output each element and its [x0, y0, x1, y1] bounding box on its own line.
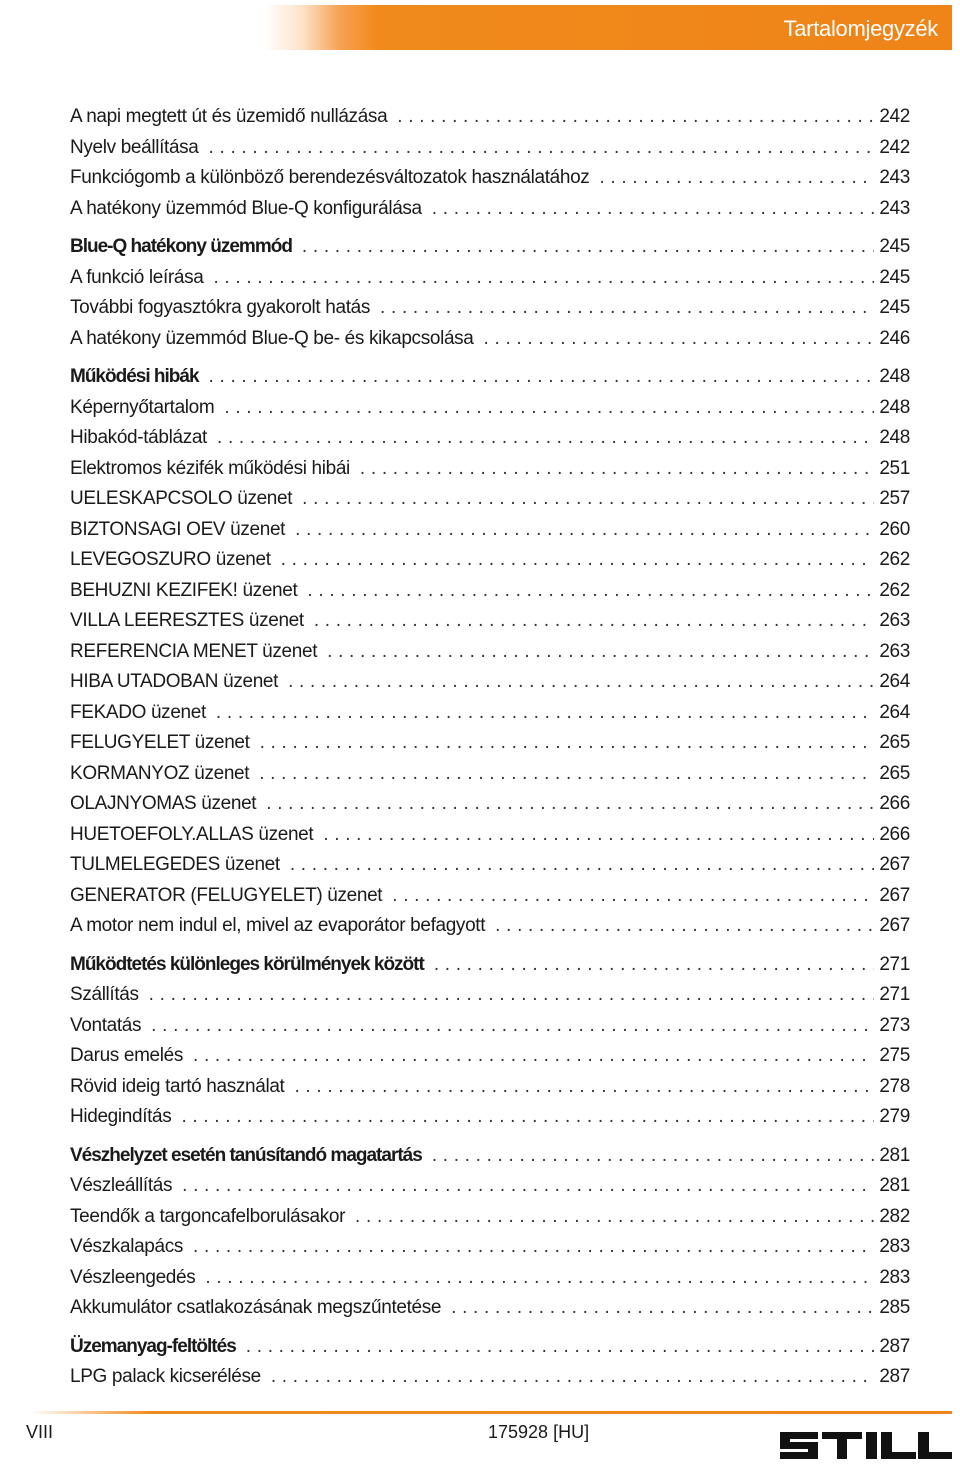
toc-dot-leader: [271, 1362, 875, 1393]
toc-section-heading[interactable]: [70, 950, 910, 981]
toc-dot-leader: [302, 484, 874, 515]
toc-entry-title: FEKADO üzenet: [70, 701, 206, 723]
toc-dot-leader: [434, 950, 875, 981]
toc-entry-title: Rövid ideig tartó használat: [70, 1075, 285, 1097]
toc-entry[interactable]: [70, 423, 910, 454]
toc-entry-page: 245: [879, 297, 910, 318]
toc-entry-title: A napi megtett út és üzemidő nullázása: [70, 106, 388, 127]
toc-entry-page: 267: [879, 854, 910, 875]
toc-entry-page: 271: [879, 984, 910, 1005]
footer-document-code: 175928 [HU]: [488, 1422, 590, 1442]
toc-entry[interactable]: [70, 789, 910, 820]
toc-section-heading[interactable]: [70, 232, 910, 263]
toc-entry-page: 251: [879, 457, 910, 479]
toc-entry-title: Képernyőtartalom: [70, 396, 215, 418]
toc-entry[interactable]: [70, 163, 910, 194]
toc-dot-leader: [323, 820, 874, 851]
toc-entry-page: 265: [879, 732, 910, 753]
toc-entry-page: 279: [879, 1106, 910, 1127]
toc-dot-leader: [355, 1202, 874, 1233]
toc-entry[interactable]: [70, 698, 910, 729]
toc-entry-page: 266: [879, 823, 910, 845]
toc-entry-page: 281: [879, 1175, 910, 1196]
toc-entry-title: Vészhelyzet esetén tanúsítandó magatartás: [70, 1144, 422, 1166]
toc-entry-page: 283: [879, 1266, 910, 1288]
toc-entry-page: 271: [879, 953, 910, 975]
toc-entry-title: TULMELEGEDES üzenet: [70, 854, 280, 875]
toc-entry-page: 243: [879, 167, 910, 188]
toc-dot-leader: [314, 606, 875, 637]
toc-entry-page: 243: [879, 197, 910, 219]
toc-entry[interactable]: [70, 728, 910, 759]
toc-entry-title: Funkciógomb a különböző berendezésváltozatok használatához: [70, 167, 590, 188]
toc-entry-page: 264: [879, 671, 910, 692]
toc-dot-leader: [295, 515, 874, 546]
still-logo: [780, 1432, 952, 1459]
toc-entry[interactable]: [70, 293, 910, 324]
toc-dot-leader: [224, 393, 874, 424]
toc-entry[interactable]: [70, 881, 910, 912]
toc-entry[interactable]: [70, 637, 910, 668]
toc-entry-page: 248: [879, 366, 910, 387]
toc-entry[interactable]: [70, 1072, 910, 1103]
footer-page-number: VIII: [26, 1422, 54, 1442]
toc-entry[interactable]: [70, 606, 910, 637]
toc-entry-title: Üzemanyag-feltöltés: [70, 1335, 236, 1357]
toc-entry[interactable]: [70, 1102, 910, 1133]
toc-dot-leader: [380, 293, 874, 324]
toc-entry-title: A hatékony üzemmód Blue-Q be- és kikapcsolása: [70, 327, 474, 349]
toc-entry-title: BEHUZNI KEZIFEK! üzenet: [70, 579, 298, 601]
toc-entry[interactable]: [70, 759, 910, 790]
toc-entry[interactable]: [70, 1041, 910, 1072]
toc-entry-page: 275: [879, 1045, 910, 1066]
header-bar: [10, 5, 952, 50]
toc-entry-page: 264: [879, 701, 910, 723]
toc-entry-title: Szállítás: [70, 984, 139, 1005]
toc-entry-title: HUETOEFOLY.ALLAS üzenet: [70, 823, 314, 845]
toc-entry-page: 266: [879, 793, 910, 814]
toc-section-heading[interactable]: [70, 362, 910, 393]
toc-entry-page: 281: [879, 1144, 910, 1166]
toc-entry-title: LEVEGOSZURO üzenet: [70, 549, 271, 570]
toc-dot-leader: [151, 1011, 874, 1042]
toc-entry-title: OLAJNYOMAS üzenet: [70, 793, 257, 814]
page-title: Tartalomjegyzék: [783, 16, 938, 41]
toc-entry-title: Nyelv beállítása: [70, 136, 199, 158]
toc-entry-title: Hibakód-táblázat: [70, 427, 207, 448]
toc-entry-title: Vontatás: [70, 1014, 142, 1036]
toc-entry-page: 262: [879, 579, 910, 601]
toc-entry[interactable]: [70, 667, 910, 698]
toc-entry-page: 260: [879, 518, 910, 540]
toc-dot-leader: [327, 637, 874, 668]
toc-entry-page: 285: [879, 1297, 910, 1318]
toc-entry[interactable]: [70, 393, 910, 424]
toc-entry-title: VILLA LEERESZTES üzenet: [70, 610, 304, 631]
toc-dot-leader: [599, 163, 874, 194]
toc-entry-title: A motor nem indul el, mivel az evaporátor befagyott: [70, 915, 486, 936]
toc-entry-page: 248: [879, 396, 910, 418]
toc-dot-leader: [290, 850, 875, 881]
toc-dot-leader: [307, 576, 874, 607]
toc-entry[interactable]: [70, 850, 910, 881]
toc-entry-title: A funkció leírása: [70, 266, 204, 288]
toc-section-heading[interactable]: [70, 1141, 910, 1172]
toc-entry[interactable]: [70, 1202, 910, 1233]
toc-dot-leader: [182, 1171, 874, 1202]
toc-entry-page: 287: [879, 1335, 910, 1357]
table-of-contents: [70, 102, 910, 1393]
toc-entry[interactable]: [70, 545, 910, 576]
toc-dot-leader: [432, 194, 875, 225]
toc-entry[interactable]: [70, 515, 910, 546]
toc-entry-title: Vészkalapács: [70, 1236, 184, 1257]
toc-entry-page: 257: [879, 488, 910, 509]
toc-entry[interactable]: [70, 1362, 910, 1393]
toc-dot-leader: [266, 789, 874, 820]
toc-entry[interactable]: [70, 1011, 910, 1042]
toc-entry-title: REFERENCIA MENET üzenet: [70, 640, 318, 662]
toc-entry-title: Működtetés különleges körülmények között: [70, 953, 424, 975]
toc-dot-leader: [205, 1263, 874, 1294]
toc-entry-title: GENERATOR (FELUGYELET) üzenet: [70, 884, 383, 906]
toc-entry-page: 283: [879, 1236, 910, 1257]
toc-entry-page: 245: [879, 266, 910, 288]
toc-entry-page: 262: [879, 549, 910, 570]
toc-dot-leader: [288, 667, 874, 698]
toc-dot-leader: [484, 324, 875, 355]
toc-entry-title: A hatékony üzemmód Blue-Q konfigurálása: [70, 197, 422, 219]
toc-entry-page: 263: [879, 640, 910, 662]
toc-dot-leader: [149, 980, 875, 1011]
toc-dot-leader: [209, 133, 875, 164]
toc-entry-page: 278: [879, 1075, 910, 1097]
toc-dot-leader: [181, 1102, 874, 1133]
toc-entry[interactable]: [70, 133, 910, 164]
toc-dot-leader: [209, 362, 875, 393]
toc-dot-leader: [302, 232, 874, 263]
toc-dot-leader: [294, 1072, 874, 1103]
toc-dot-leader: [193, 1232, 874, 1263]
toc-entry-page: 245: [879, 236, 910, 257]
toc-dot-leader: [432, 1141, 875, 1172]
toc-entry-title: BIZTONSAGI OEV üzenet: [70, 518, 286, 540]
toc-entry-page: 287: [879, 1366, 910, 1387]
toc-dot-leader: [281, 545, 875, 576]
toc-entry[interactable]: [70, 1293, 910, 1324]
toc-dot-leader: [216, 698, 874, 729]
toc-entry-page: 248: [879, 427, 910, 448]
toc-entry-title: Vészleállítás: [70, 1175, 173, 1196]
toc-entry-title: Működési hibák: [70, 366, 199, 387]
toc-entry[interactable]: [70, 1171, 910, 1202]
toc-entry[interactable]: [70, 911, 910, 942]
toc-entry[interactable]: [70, 102, 910, 133]
toc-entry-title: További fogyasztókra gyakorolt hatás: [70, 297, 371, 318]
toc-entry[interactable]: [70, 454, 910, 485]
footer-divider: [10, 1411, 952, 1414]
toc-entry-page: 265: [879, 762, 910, 784]
toc-entry-page: 263: [879, 610, 910, 631]
toc-entry-title: UELESKAPCSOLO üzenet: [70, 488, 293, 509]
toc-entry[interactable]: [70, 263, 910, 294]
toc-section-heading[interactable]: [70, 1332, 910, 1363]
toc-entry-page: 242: [879, 136, 910, 158]
toc-entry-title: Elektromos kézifék működési hibái: [70, 457, 350, 479]
toc-dot-leader: [392, 881, 874, 912]
toc-dot-leader: [360, 454, 874, 485]
toc-entry-title: LPG palack kicserélése: [70, 1366, 261, 1387]
toc-entry-page: 282: [879, 1205, 910, 1227]
toc-entry-title: KORMANYOZ üzenet: [70, 762, 250, 784]
toc-dot-leader: [397, 102, 874, 133]
toc-entry[interactable]: [70, 576, 910, 607]
toc-entry[interactable]: [70, 1263, 910, 1294]
toc-entry-page: 273: [879, 1014, 910, 1036]
toc-entry-page: 246: [879, 327, 910, 349]
toc-entry[interactable]: [70, 194, 910, 225]
toc-dot-leader: [217, 423, 874, 454]
toc-entry-page: 242: [879, 106, 910, 127]
toc-entry-title: FELUGYELET üzenet: [70, 732, 250, 753]
toc-entry-page: 267: [879, 884, 910, 906]
toc-entry-title: Vészleengedés: [70, 1266, 196, 1288]
toc-dot-leader: [495, 911, 874, 942]
toc-entry-title: Blue-Q hatékony üzemmód: [70, 236, 292, 257]
toc-entry[interactable]: [70, 980, 910, 1011]
toc-dot-leader: [259, 759, 874, 790]
toc-entry[interactable]: [70, 484, 910, 515]
toc-entry-title: Hidegindítás: [70, 1106, 172, 1127]
toc-dot-leader: [193, 1041, 874, 1072]
toc-dot-leader: [246, 1332, 875, 1363]
toc-entry-title: Darus emelés: [70, 1045, 184, 1066]
toc-dot-leader: [213, 263, 874, 294]
toc-entry-title: Akkumulátor csatlakozásának megszűntetése: [70, 1297, 442, 1318]
toc-entry-title: Teendők a targoncafelborulásakor: [70, 1205, 346, 1227]
toc-dot-leader: [451, 1293, 874, 1324]
toc-entry[interactable]: [70, 820, 910, 851]
toc-entry[interactable]: [70, 1232, 910, 1263]
toc-entry-title: HIBA UTADOBAN üzenet: [70, 671, 279, 692]
toc-entry-page: 267: [879, 915, 910, 936]
toc-dot-leader: [260, 728, 875, 759]
toc-entry[interactable]: [70, 324, 910, 355]
